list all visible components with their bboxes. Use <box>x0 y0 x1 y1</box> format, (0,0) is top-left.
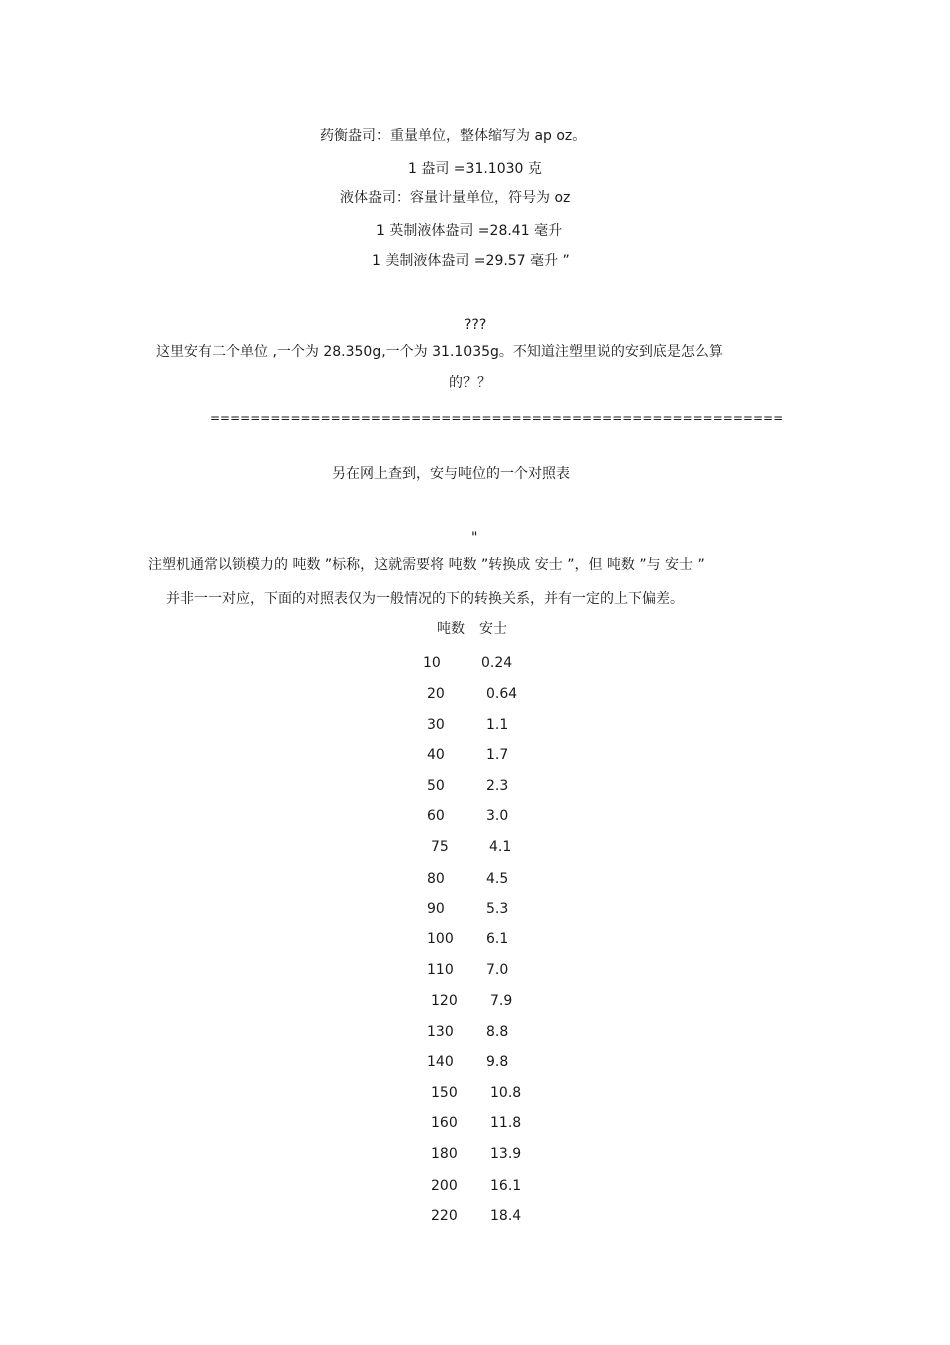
table-cell-oz: 4.1 <box>489 839 512 855</box>
table-cell-oz: 2.3 <box>486 778 509 794</box>
apothecary-ounce-definition: 药衡盎司：重量单位，整体缩写为 ap oz。 <box>320 128 587 144</box>
table-cell-tons: 30 <box>427 717 445 733</box>
table-cell-tons: 120 <box>431 993 458 1009</box>
table-cell-tons: 220 <box>431 1208 458 1224</box>
table-cell-tons: 110 <box>427 962 454 978</box>
question-paragraph-line2: 的？？ <box>449 375 491 391</box>
table-cell-oz: 7.9 <box>490 993 513 1009</box>
table-cell-tons: 10 <box>423 655 441 671</box>
table-cell-tons: 200 <box>431 1178 458 1194</box>
table-cell-oz: 6.1 <box>486 931 509 947</box>
table-cell-oz: 16.1 <box>490 1178 522 1194</box>
table-cell-tons: 50 <box>427 778 445 794</box>
table-cell-tons: 80 <box>427 871 445 887</box>
table-cell-oz: 11.8 <box>490 1115 522 1131</box>
table-cell-tons: 150 <box>431 1085 458 1101</box>
stray-quote: " <box>471 530 478 546</box>
table-intro: 另在网上查到，安与吨位的一个对照表 <box>332 466 570 482</box>
table-cell-tons: 160 <box>431 1115 458 1131</box>
table-cell-oz: 7.0 <box>486 962 509 978</box>
ounce-gram-equivalence: 1 盎司 =31.1030 克 <box>408 161 542 177</box>
separator-line: ========================================================= <box>210 411 784 425</box>
table-cell-oz: 1.7 <box>486 747 509 763</box>
table-cell-oz: 0.24 <box>481 655 513 671</box>
table-cell-oz: 10.8 <box>490 1085 522 1101</box>
table-cell-oz: 3.0 <box>486 808 509 824</box>
table-cell-tons: 140 <box>427 1054 454 1070</box>
table-cell-tons: 180 <box>431 1146 458 1162</box>
table-cell-oz: 9.8 <box>486 1054 509 1070</box>
table-header-oz: 安士 <box>479 621 507 637</box>
imperial-fluid-ounce: 1 英制液体盎司 =28.41 毫升 <box>376 223 563 239</box>
table-cell-oz: 1.1 <box>486 717 509 733</box>
question-paragraph-line1: 这里安有二个单位 ,一个为 28.350g,一个为 31.1035g。不知道注塑里说的安到底是怎么算 <box>156 344 723 360</box>
us-fluid-ounce: 1 美制液体盎司 =29.57 毫升 ” <box>372 253 570 269</box>
table-header-tons: 吨数 <box>437 621 465 637</box>
table-cell-oz: 13.9 <box>490 1146 522 1162</box>
table-cell-tons: 75 <box>431 839 449 855</box>
table-cell-tons: 40 <box>427 747 445 763</box>
explanation-line2: 并非一一对应，下面的对照表仅为一般情况的下的转换关系，并有一定的上下偏差。 <box>166 591 684 607</box>
explanation-line1: 注塑机通常以锁模力的 吨数 ”标称，这就需要将 吨数 ”转换成 安士 ”，但 吨数 ”与 安士 ” <box>148 557 705 573</box>
fluid-ounce-definition: 液体盎司：容量计量单位，符号为 oz <box>340 190 571 206</box>
table-cell-tons: 90 <box>427 901 445 917</box>
table-cell-tons: 130 <box>427 1024 454 1040</box>
table-cell-tons: 100 <box>427 931 454 947</box>
question-marks: ??? <box>464 317 487 333</box>
table-cell-tons: 60 <box>427 808 445 824</box>
table-cell-oz: 4.5 <box>486 871 509 887</box>
table-cell-oz: 8.8 <box>486 1024 509 1040</box>
table-cell-oz: 0.64 <box>486 686 518 702</box>
table-cell-oz: 18.4 <box>490 1208 522 1224</box>
table-cell-oz: 5.3 <box>486 901 509 917</box>
table-cell-tons: 20 <box>427 686 445 702</box>
